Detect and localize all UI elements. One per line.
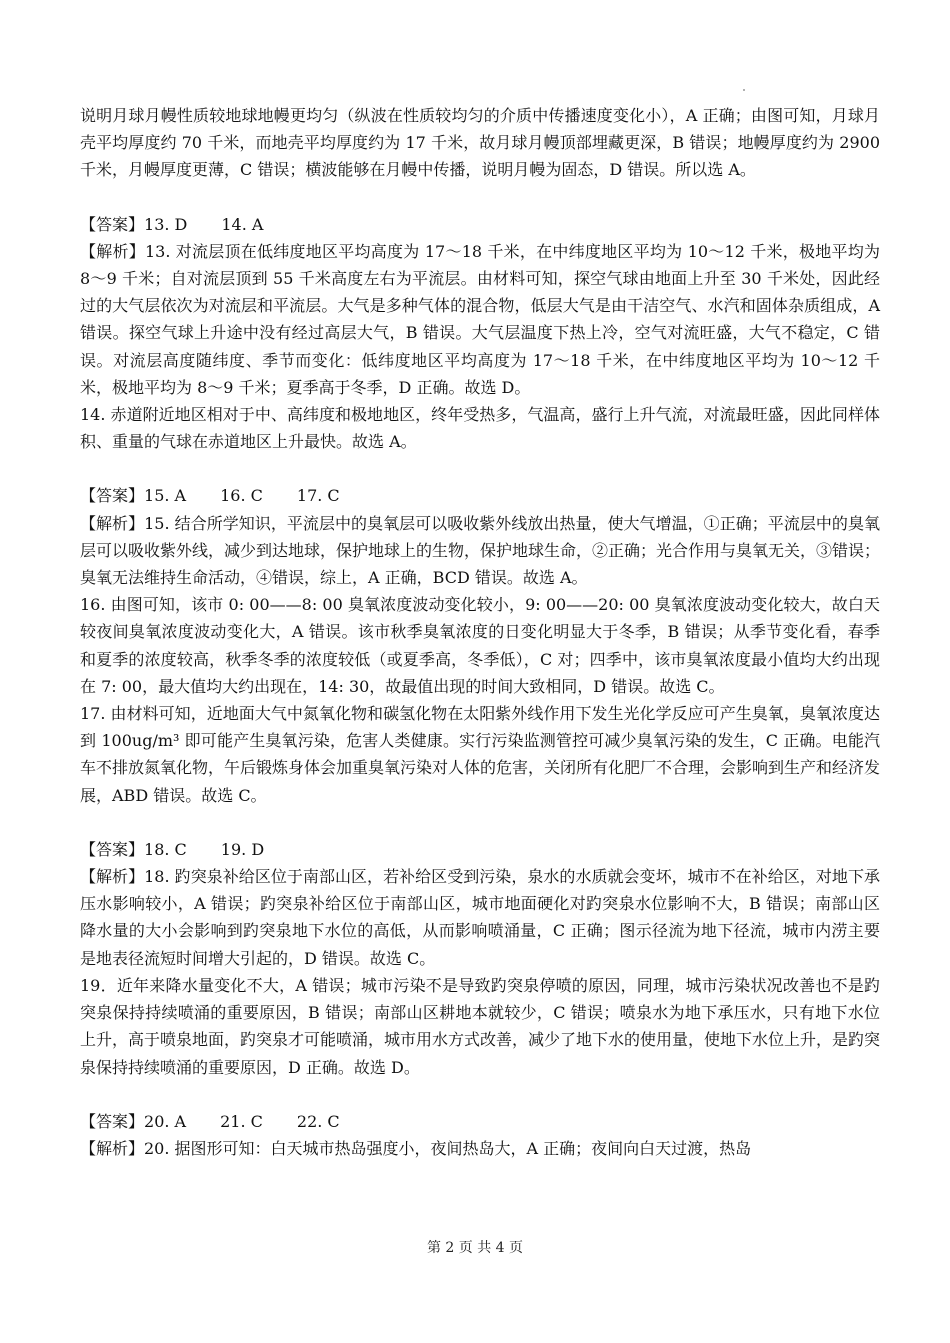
- answer-line: [80, 211, 880, 238]
- paragraph-gap: [80, 455, 880, 482]
- answer-label: 【答案】: [80, 839, 145, 859]
- explanation-paragraph: 16. 由图可知，该市 0: 00——8: 00 臭氧浓度波动变化较小，9: 00——20: 00 臭氧浓度波动变化较大，故白天较夜间臭氧浓度波动变化大，A 错误。该市秋季臭氧浓度的日变化明显大于冬季，B 错误；从季节变化看，春季和夏季的浓度较高，秋季冬季的浓度较低（或夏季高，冬季低），C 对；四季中，该市臭氧浓度最小值均大约出现在 7: 00，最大值均大约出现在，14: 30，故最值出现的时间大致相同，D 错误。故选 C。: [80, 595, 880, 696]
- explanation-paragraph: 【解析】13. 对流层顶在低纬度地区平均高度为 17～18 千米，在中纬度地区平均为 10～12 千米，极地平均为 8～9 千米；自对流层顶到 55 千米高度左右为平流层。由材料可知，探空气球由地面上升至 30 千米处，因此经过的大气层依次为对流层和平流层。大气是多种气体的混合物，低层大气是由干洁空气、水汽和固体杂质组成，A 错误。探空气球上升途中没有经过高层大气，B 错误。大气层温度下热上冷，空气对流旺盛，大气不稳定，C 错误。对流层高度随纬度、季节而变化：低纬度地区平均高度为 17～18 千米，在中纬度地区平均为 10～12 千米，极地平均为 8～9 千米；夏季高于冬季，D 正确。故选 D。: [80, 241, 880, 397]
- answer-item: 22. C: [296, 1111, 340, 1131]
- paragraph-gap: [80, 1081, 880, 1108]
- answer-item: 13. D: [144, 214, 188, 234]
- explanation-paragraph: 说明月球月幔性质较地球地幔更均匀（纵波在性质较均匀的介质中传播速度变化小），A 正确；由图可知，月球月壳平均厚度约 70 千米，而地壳平均厚度约为 17 千米，故月球月幔顶部埋藏更深，B 错误；地幔厚度约为 2900 千米，月幔厚度更薄，C 错误；横波能够在月幔中传播，说明月幔为固态，D 错误。所以选 A。: [80, 106, 880, 180]
- answer-line: [80, 482, 880, 509]
- answer-item: 14. A: [221, 214, 264, 234]
- document-body: [80, 102, 880, 1162]
- answer-label: 【答案】: [80, 214, 145, 234]
- explanation-paragraph: 【解析】15. 结合所学知识，平流层中的臭氧层可以吸收紫外线放出热量，使大气增温，①正确；平流层中的臭氧层可以吸收紫外线，减少到达地球，保护地球上的生物，保护地球生命，②正确；光合作用与臭氧无关，③错误；臭氧无法维持生命活动，④错误，综上，A 正确，BCD 错误。故选 A。: [80, 513, 881, 588]
- answer-item: 19. D: [220, 839, 265, 859]
- answer-item: 17. C: [296, 486, 340, 506]
- explanation-paragraph: 19．近年来降水量变化不大，A 错误；城市污染不是导致趵突泉停喷的原因，同理，城市污染状况改善也不是趵突泉保持持续喷涌的重要原因，B 错误；南部山区耕地本就较少，C 错误；喷泉水为地下承压水，只有地下水位上升，高于喷泉地面，趵突泉才可能喷涌，城市用水方式改善，减少了地下水的使用量，使地下水位上升，是趵突泉保持持续喷涌的重要原因，D 正确。故选 D。: [80, 975, 881, 1077]
- answer-item: 20. A: [144, 1111, 187, 1131]
- answer-item: 21. C: [220, 1111, 263, 1131]
- answer-line: [80, 836, 880, 863]
- explanation-paragraph: 【解析】18. 趵突泉补给区位于南部山区，若补给区受到污染，泉水的水质就会变坏，城市不在补给区，对地下承压水影响较小，A 错误；趵突泉补给区位于南部山区，城市地面硬化对趵突泉水位影响不大，B 错误；南部山区降水量的大小会影响到趵突泉地下水位的高低，从而影响喷涌量，C 正确；图示径流为地下径流，城市内涝主要是地表径流短时间增大引起的，D 错误。故选 C。: [80, 867, 880, 968]
- explanation-paragraph: 14. 赤道附近地区相对于中、高纬度和极地地区，终年受热多，气温高，盛行上升气流，对流最旺盛，因此同样体积、重量的气球在赤道地区上升最快。故选 A。: [80, 405, 880, 452]
- page-footer: 第 2 页 共 4 页: [426, 1240, 524, 1256]
- explanation-paragraph: 【解析】20. 据图形可知：白天城市热岛强度小，夜间热岛大，A 正确；夜间向白天过渡，热岛: [80, 1138, 752, 1158]
- answer-item: 16. C: [220, 486, 263, 506]
- answer-item: 15. A: [144, 486, 187, 506]
- paragraph-gap: [80, 809, 880, 836]
- explanation-paragraph: 17. 由材料可知，近地面大气中氮氧化物和碳氢化物在太阳紫外线作用下发生光化学反应可产生臭氧，臭氧浓度达到 100ug/m³ 即可能产生臭氧污染，危害人类健康。实行污染监测管控可减少臭氧污染的发生，C 正确。电能汽车不排放氮氧化物，午后锻炼身体会加重臭氧污染对人体的危害，关闭所有化肥厂不合理，会影响到生产和经济发展，ABD 错误。故选 C。: [80, 704, 881, 805]
- scan-dot: [743, 89, 745, 91]
- answer-item: 18. C: [144, 839, 187, 859]
- paragraph-gap: [80, 184, 880, 211]
- answer-line: [80, 1108, 880, 1135]
- answer-label: 【答案】: [80, 486, 145, 506]
- answer-label: 【答案】: [80, 1111, 145, 1131]
